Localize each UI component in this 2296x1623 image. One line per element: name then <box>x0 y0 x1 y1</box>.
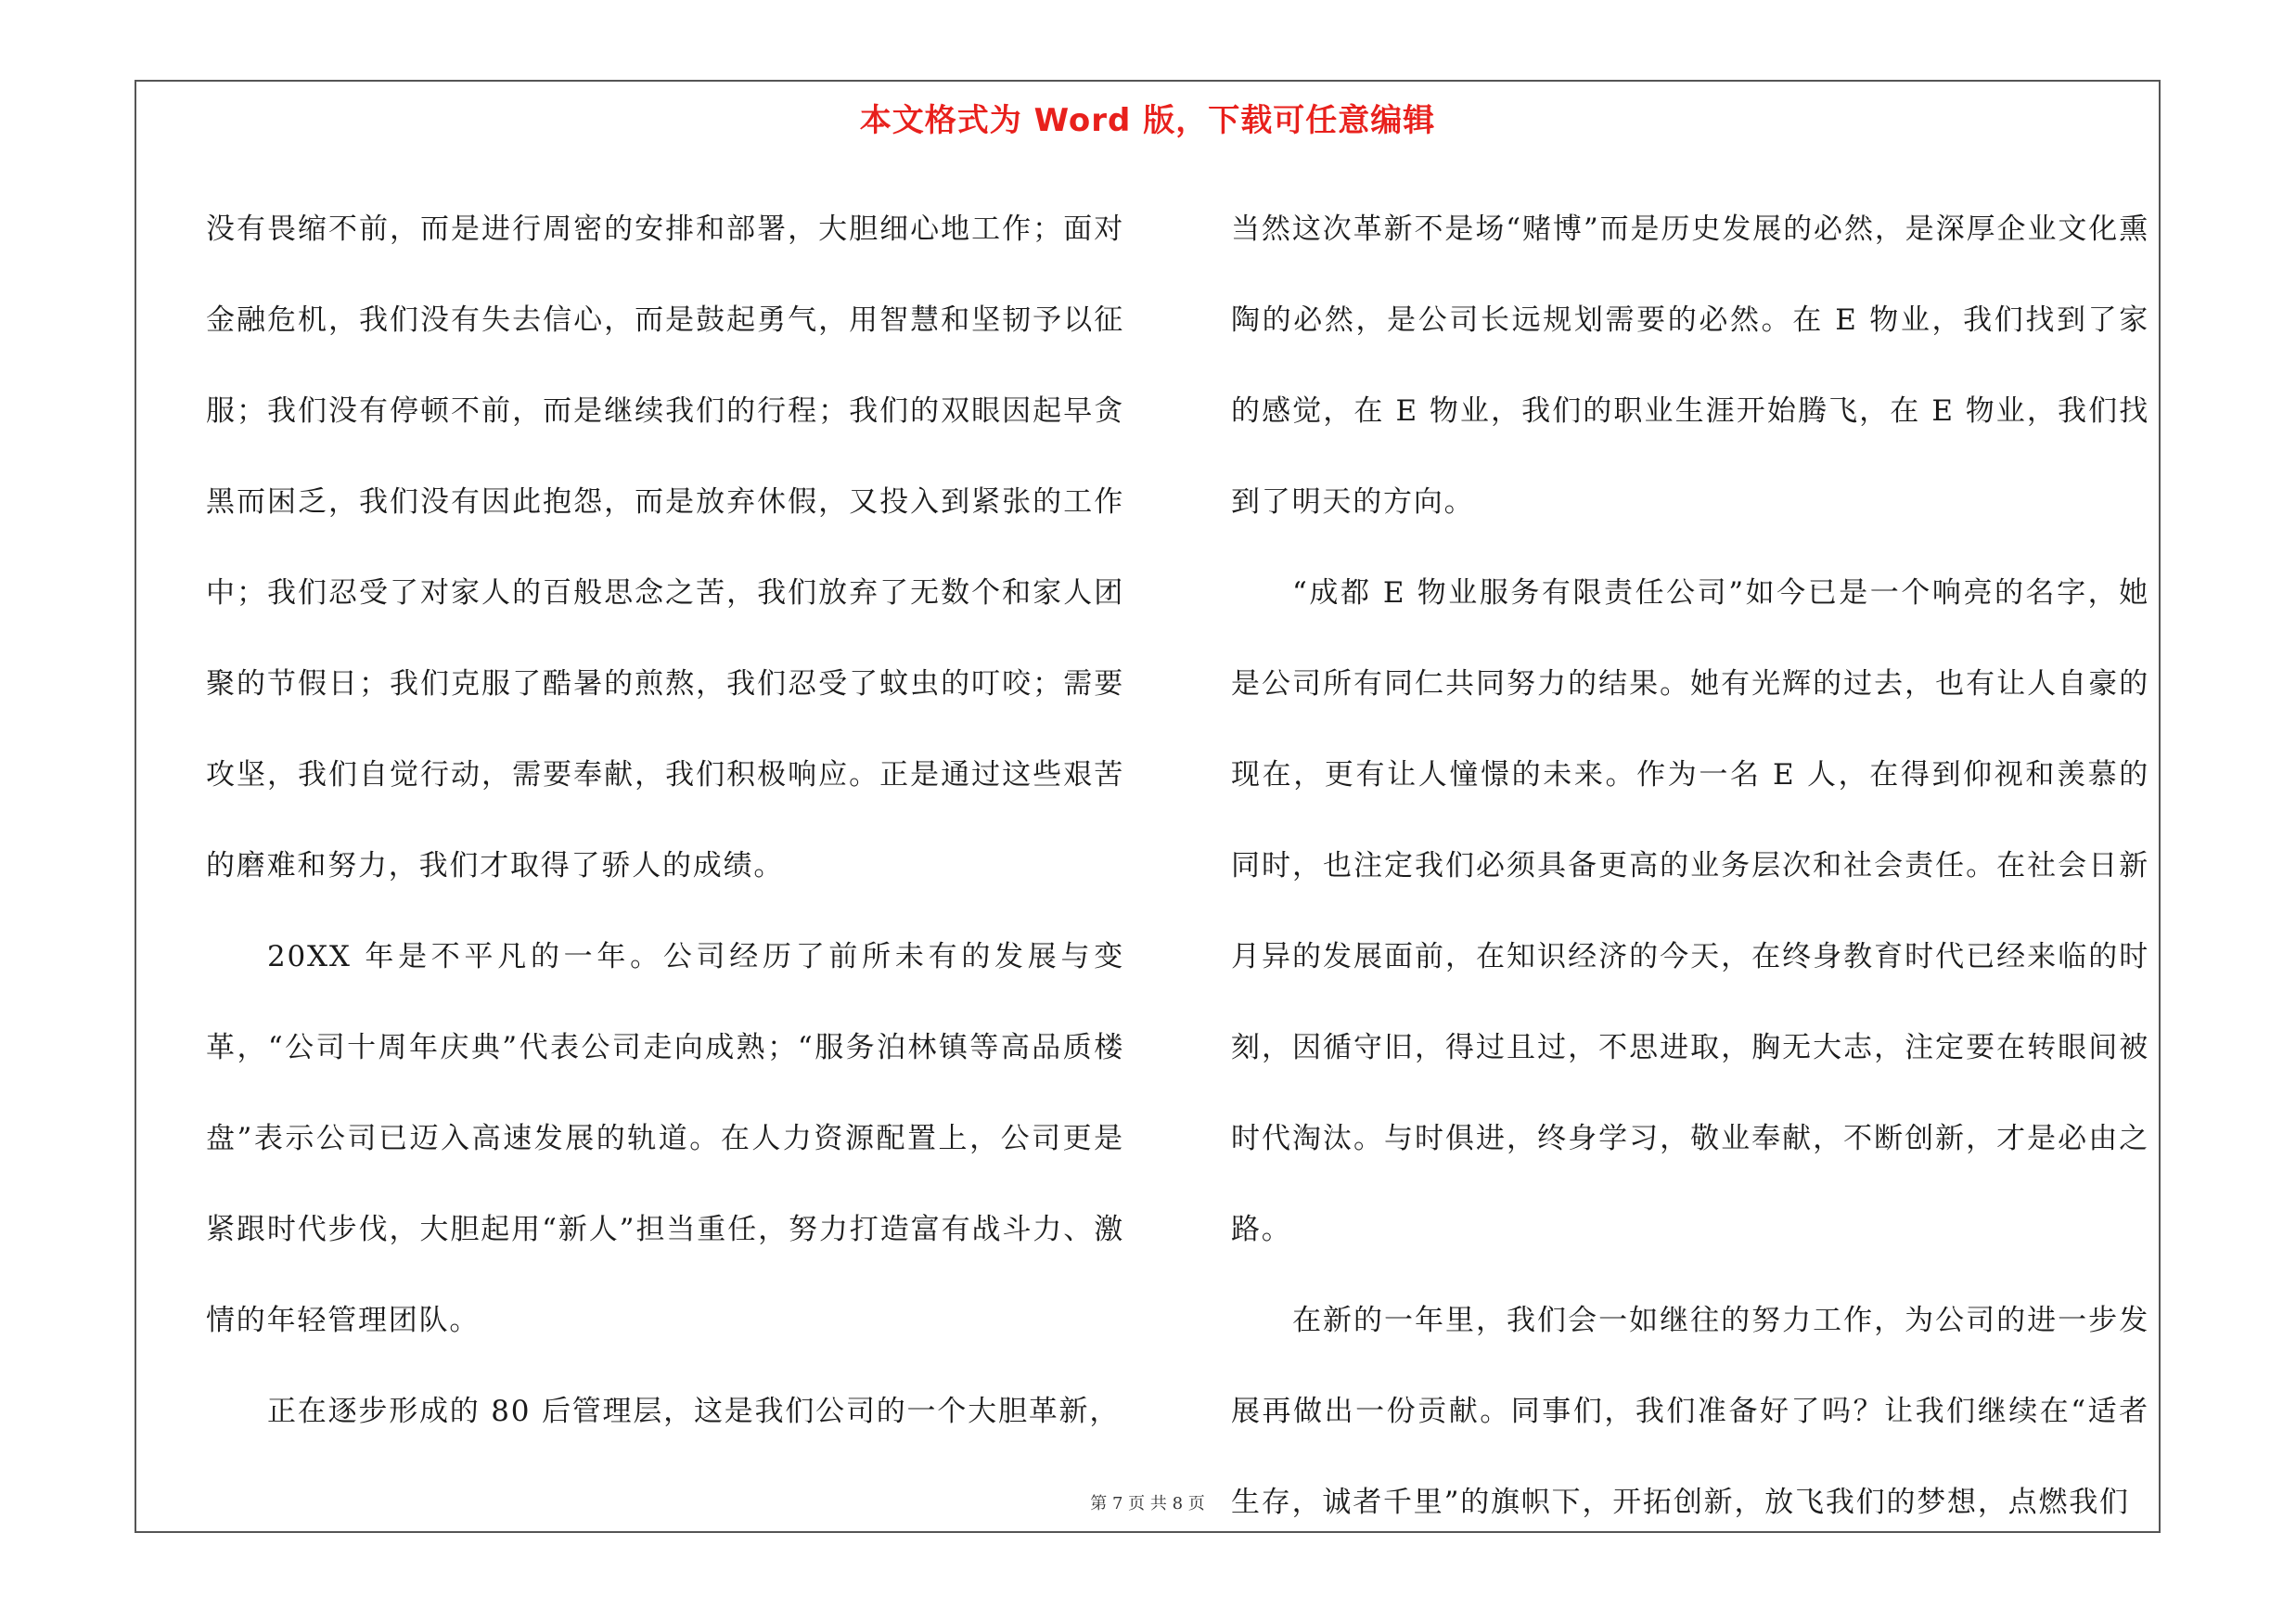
paragraph: 当然这次革新不是场“赌博”而是历史发展的必然，是深厚企业文化熏陶的必然，是公司长远规划需要的必然。在 E 物业，我们找到了家的感觉，在 E 物业，我们的职业生涯开始腾飞，在 E 物业，我们找到了明天的方向。 <box>1231 213 2149 519</box>
paragraph: 没有畏缩不前，而是进行周密的安排和部署，大胆细心地工作；面对金融危机，我们没有失去信心，而是鼓起勇气，用智慧和坚韧予以征服；我们没有停顿不前，而是继续我们的行程；我们的双眼因起早贪黑而困乏，我们没有因此抱怨，而是放弃休假，又投入到紧张的工作中；我们忍受了对家人的百般思念之苦，我们放弃了无数个和家人团聚的节假日；我们克服了酷暑的煎熬，我们忍受了蚊虫的叮咬；需要攻坚，我们自觉行动，需要奉献，我们积极响应。正是通过这些艰苦的磨难和努力，我们才取得了骄人的成绩。 <box>206 213 1124 882</box>
right-column <box>1231 184 2149 1548</box>
header-banner: 本文格式为 Word 版，下载可任意编辑 <box>859 102 1436 139</box>
left-column <box>206 184 1124 1457</box>
paragraph: 正在逐步形成的 80 后管理层，这是我们公司的一个大胆革新， <box>267 1395 1121 1428</box>
paragraph: 20XX 年是不平凡的一年。公司经历了前所未有的发展与变革，“公司十周年庆典”代表公司走向成熟；“服务泊林镇等高品质楼盘”表示公司已迈入高速发展的轨道。在人力资源配置上，公司更是紧跟时代步伐，大胆起用“新人”担当重任，努力打造富有战斗力、激情的年轻管理团队。 <box>206 940 1124 1337</box>
paragraph: 在新的一年里，我们会一如继往的努力工作，为公司的进一步发展再做出一份贡献。同事们，我们准备好了吗？让我们继续在“适者生存，诚者千里”的旗帜下，开拓创新，放飞我们的梦想，点燃我们 <box>1231 1304 2149 1519</box>
paragraph: “成都 E 物业服务有限责任公司”如今已是一个响亮的名字，她是公司所有同仁共同努力的结果。她有光辉的过去，也有让人自豪的现在，更有让人憧憬的未来。作为一名 E 人，在得到仰视和羡慕的同时，也注定我们必须具备更高的业务层次和社会责任。在社会日新月异的发展面前，在知识经济的今天，在终身教育时代已经来临的时刻，因循守旧，得过且过，不思进取，胸无大志，注定要在转眼间被时代淘汰。与时俱进，终身学习，敬业奉献，不断创新，才是必由之路。 <box>1231 576 2149 1246</box>
page-frame <box>135 80 2161 1533</box>
page-number: 第 7 页 共 8 页 <box>1090 1494 1205 1514</box>
